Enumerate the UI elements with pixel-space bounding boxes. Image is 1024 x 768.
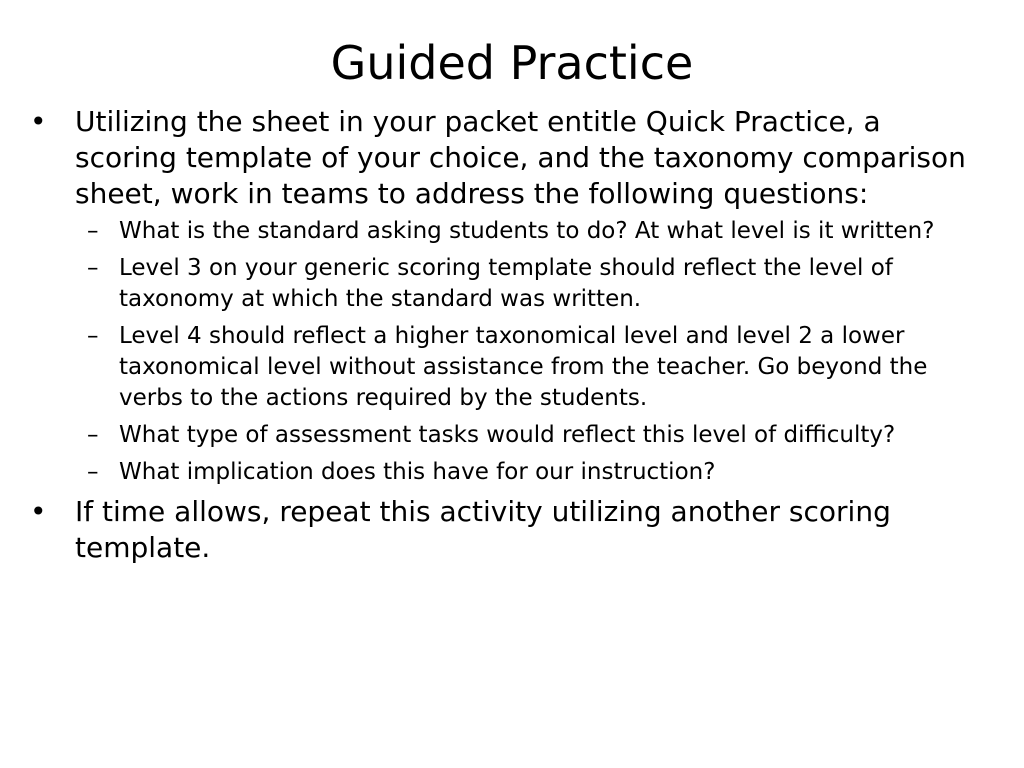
bullet-item-2 — [30, 494, 990, 566]
slide-title: Guided Practice — [330, 36, 694, 90]
sub-item-text-3: Level 4 should reflect a higher taxonomical level and level 2 a lower taxonomical level without assistance from the teacher. Go beyond the verbs to the actions required by the students. — [119, 323, 928, 411]
bullet-text-2: If time allows, repeat this activity utilizing another scoring template. — [75, 495, 891, 564]
sub-item-1 — [75, 216, 990, 247]
sub-item-3 — [75, 321, 990, 414]
sub-item-text-4: What type of assessment tasks would reflect this level of difficulty? — [119, 422, 896, 448]
bullet-marker: • — [30, 495, 47, 528]
sub-marker: – — [87, 422, 99, 448]
sub-item-2 — [75, 253, 990, 315]
sub-item-4 — [75, 420, 990, 451]
sub-marker: – — [87, 323, 99, 349]
sub-marker: – — [87, 255, 99, 281]
bullet-item-1 — [30, 104, 990, 488]
sub-marker: – — [87, 218, 99, 244]
sub-item-5 — [75, 457, 990, 488]
sub-marker: – — [87, 459, 99, 485]
bullet-marker: • — [30, 105, 47, 138]
bullet-list — [30, 104, 990, 572]
bullet-text-1: Utilizing the sheet in your packet entitle Quick Practice, a scoring template of your choice, and the taxonomy comparison sheet, work in teams to address the following questions: — [75, 105, 966, 210]
sub-item-text-1: What is the standard asking students to do? At what level is it written? — [119, 218, 935, 244]
sub-item-text-2: Level 3 on your generic scoring template should reflect the level of taxonomy at which the standard was written. — [119, 255, 893, 312]
sub-bullet-list — [75, 216, 990, 488]
sub-item-text-5: What implication does this have for our instruction? — [119, 459, 716, 485]
